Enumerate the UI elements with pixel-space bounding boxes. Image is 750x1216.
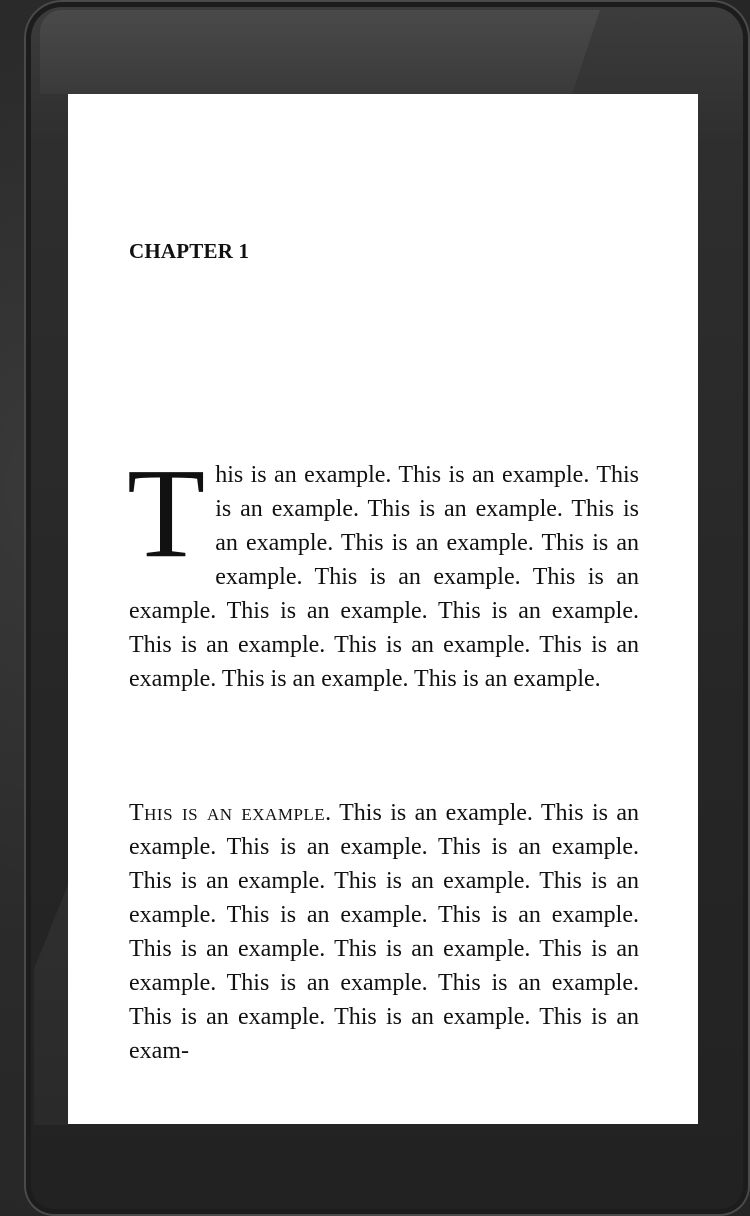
small-caps-lead: This is an example [129,800,326,826]
paragraph-text: his is an example. This is an example. This is an example. This is an example. This is an example. This is an example. This is an example. This is an example. This is an example. This is an example. This is an example. This is an example. This is an example. This is an example. This is an example. This is an example. [129,462,639,692]
paragraph [129,796,639,1068]
reader-screen[interactable] [68,94,698,1124]
chapter-title: CHAPTER 1 [129,239,250,263]
lead-punctuation: . [325,800,332,826]
paragraph [127,442,639,696]
paragraph-text: This is an example. This is an example. This is an example. This is an example. This is an example. This is an example. This is an example. This is an example. This is an example. This is an example. This is an example. This is an example. This is an example. This is an example. This is an example. This is an example. This is an exam- [129,800,639,1064]
drop-cap: T [127,442,206,584]
device-bezel-highlight [40,10,600,94]
